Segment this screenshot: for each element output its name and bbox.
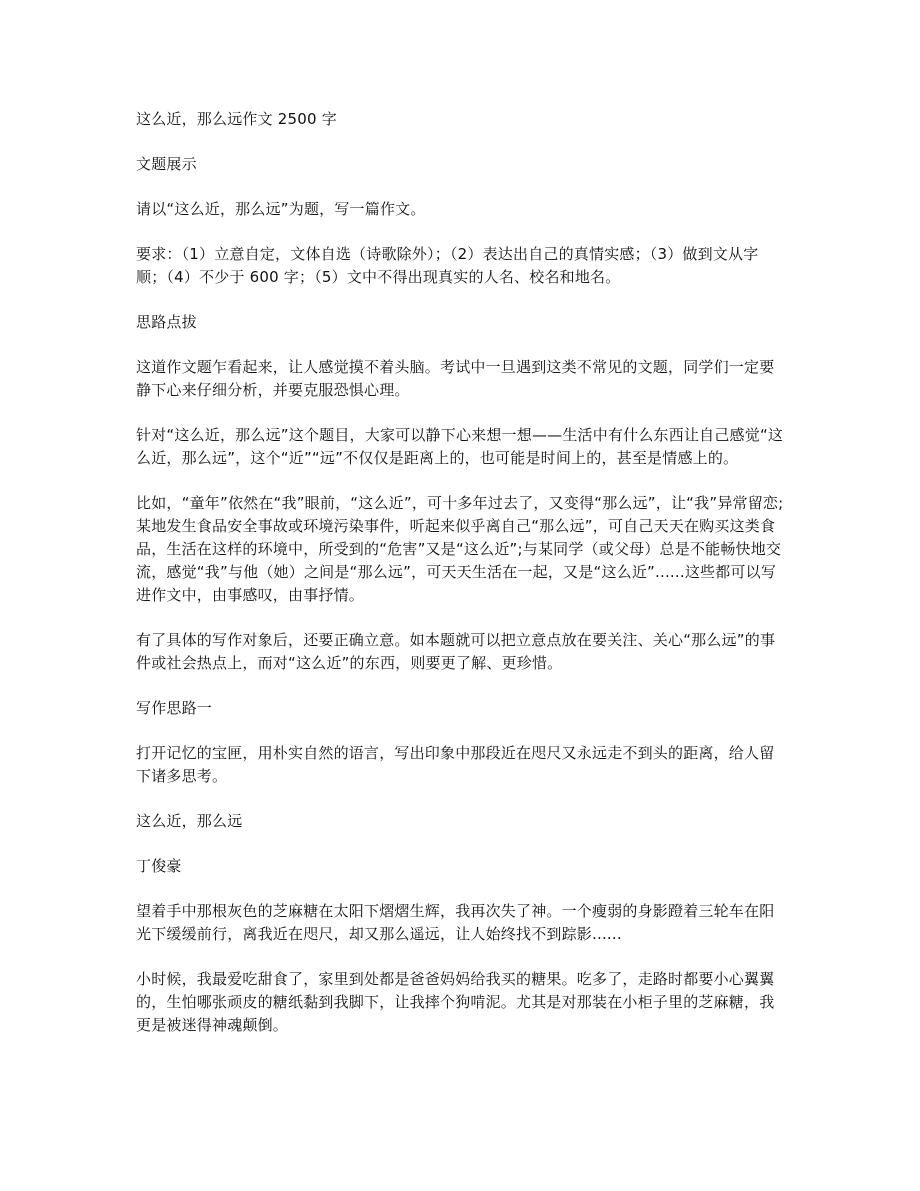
document-page [136, 108, 786, 1059]
hint-paragraph-3: 比如，“童年”依然在“我”眼前，“这么近”，可十多年过去了，又变得“那么远”，让“我”异常留恋;某地发生食品安全事故或环境污染事件，听起来似乎离自己“那么远”，可自己天天在购买这类食品，生活在这样的环境中，所受到的“危害”又是“这么近”;与某同学（或父母）总是不能畅快地交流，感觉“我”与他（她）之间是“那么远”，可天天生活在一起，又是“这么近”......这些都可以写进作文中，由事感叹，由事抒情。 [136, 494, 784, 604]
requirements-paragraph: 要求：（1）立意自定，文体自选（诗歌除外）；（2）表达出自己的真情实感；（3）做到文从字顺；（4）不少于 600 字；（5）文中不得出现真实的人名、校名和地名。 [136, 245, 759, 286]
essay-author: 丁俊豪 [136, 857, 182, 875]
prompt-paragraph: 请以“这么近，那么远”为题，写一篇作文。 [136, 200, 426, 218]
approach-paragraph: 打开记忆的宝匣，用朴实自然的语言，写出印象中那段近在咫尺又永远走不到头的距离，给人留下诸多思考。 [136, 744, 775, 785]
hint-paragraph-4: 有了具体的写作对象后，还要正确立意。如本题就可以把立意点放在要关注、关心“那么远”的事件或社会热点上，而对“这么近”的东西，则要更了解、更珍惜。 [136, 631, 776, 672]
essay-paragraph-1: 望着手中那根灰色的芝麻糖在太阳下熠熠生辉，我再次失了神。一个瘦弱的身影蹬着三轮车在阳光下缓缓前行，离我近在咫尺，却又那么遥远，让人始终找不到踪影...... [136, 902, 775, 943]
essay-paragraph-2: 小时候，我最爱吃甜食了，家里到处都是爸爸妈妈给我买的糖果。吃多了，走路时都要小心翼翼的，生怕哪张顽皮的糖纸黏到我脚下，让我摔个狗啃泥。尤其是对那装在小柜子里的芝麻糖，我更是被迷得神魂颠倒。 [136, 970, 775, 1034]
document-title: 这么近，那么远作文 2500 字 [136, 110, 337, 128]
essay-title: 这么近，那么远 [136, 812, 243, 830]
hint-paragraph-1: 这道作文题乍看起来，让人感觉摸不着头脑。考试中一旦遇到这类不常见的文题，同学们一定要静下心来仔细分析，并要克服恐惧心理。 [136, 358, 775, 399]
hint-paragraph-2: 针对“这么近，那么远”这个题目，大家可以静下心来想一想——生活中有什么东西让自己感觉“这么近，那么远”，这个“近”“远”不仅仅是距离上的，也可能是时间上的，甚至是情感上的。 [136, 426, 784, 467]
section-heading-hints: 思路点拔 [136, 313, 197, 331]
section-heading-topic: 文题展示 [136, 155, 197, 173]
section-heading-approach: 写作思路一 [136, 699, 213, 717]
